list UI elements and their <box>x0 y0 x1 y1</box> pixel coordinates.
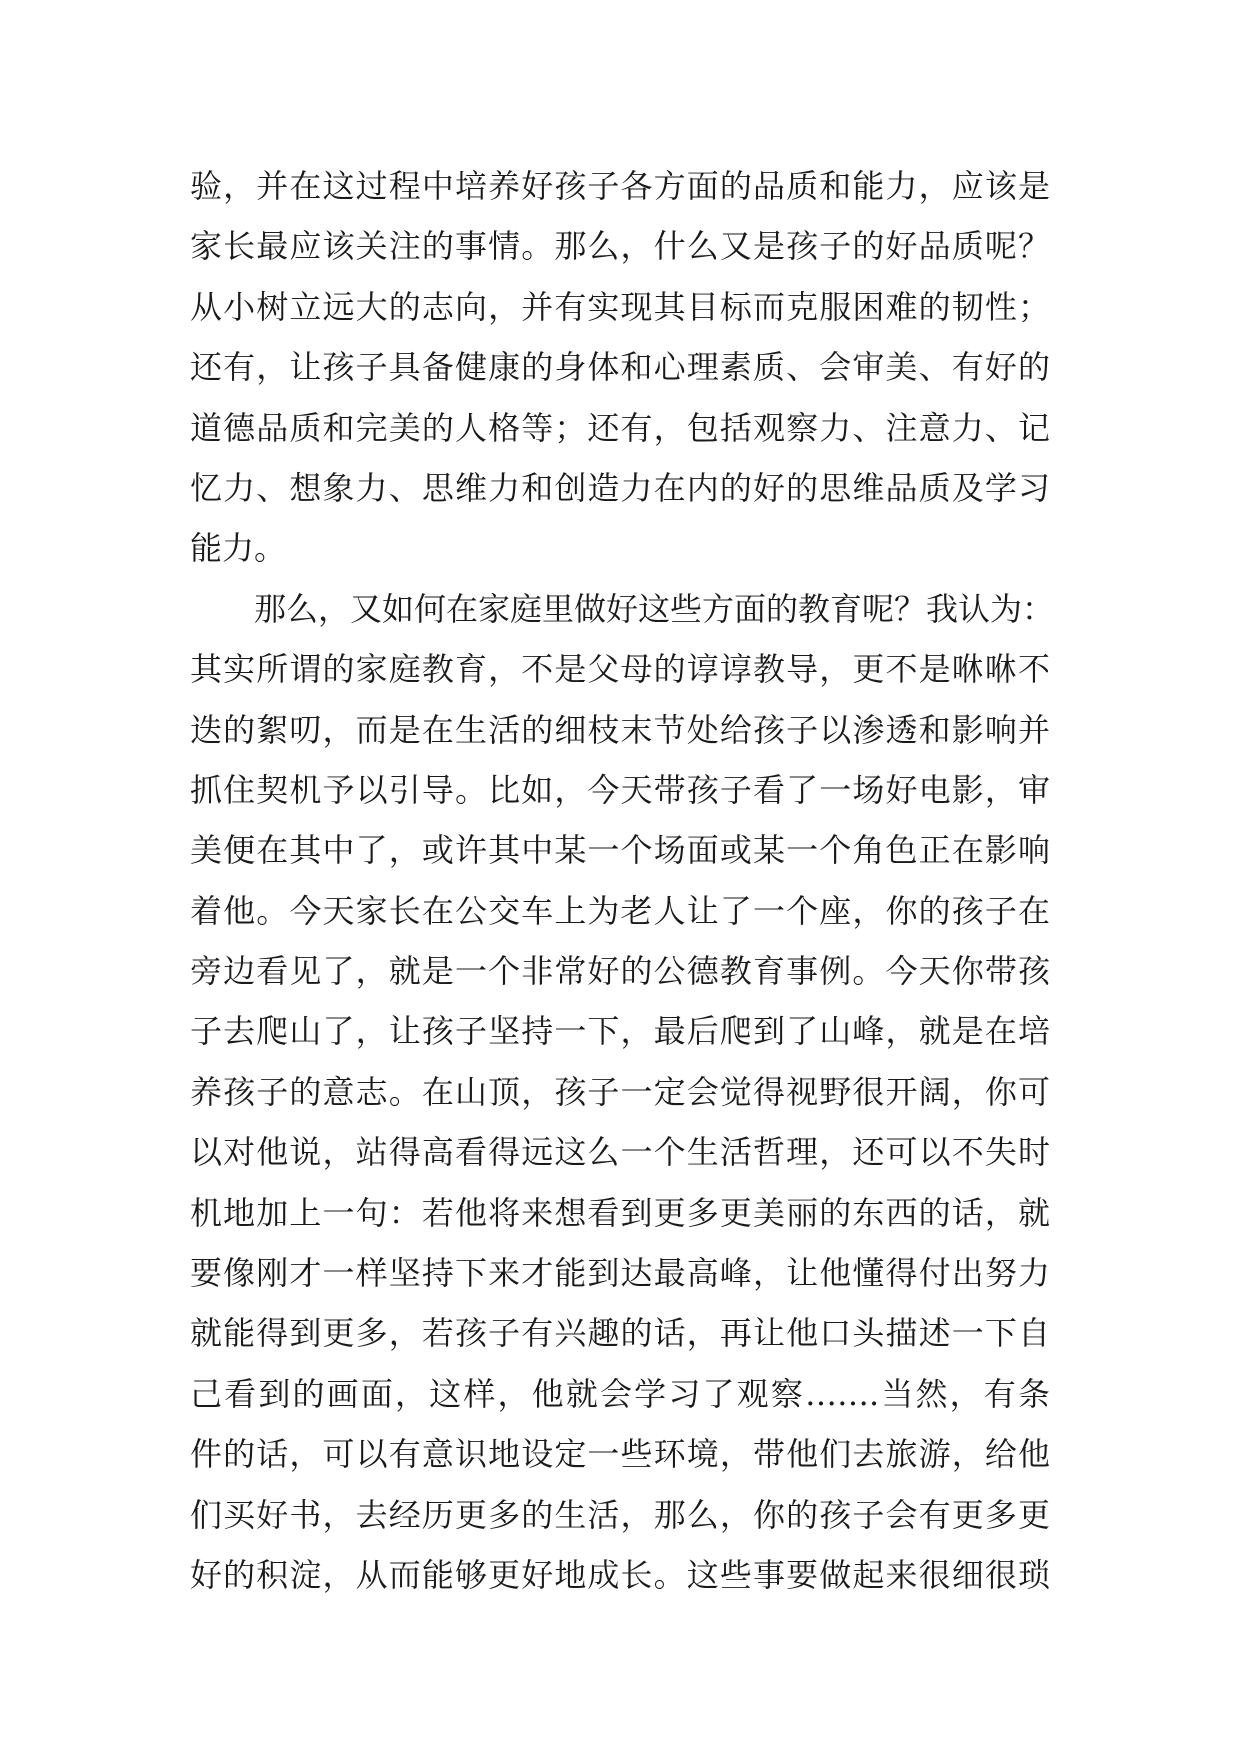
text-line: 己看到的画面，这样，他就会学习了观察…….当然，有条 <box>190 1374 1050 1413</box>
text-line: 子去爬山了，让孩子坚持一下，最后爬到了山峰，就是在培 <box>190 1012 1050 1051</box>
text-line: 忆力、想象力、思维力和创造力在内的好的思维品质及学习 <box>190 468 1050 507</box>
text-line: 美便在其中了，或许其中某一个场面或某一个角色正在影响 <box>190 831 1050 870</box>
text-line: 迭的絮叨，而是在生活的细枝末节处给孩子以渗透和影响并 <box>190 710 1050 749</box>
text-line: 着他。今天家长在公交车上为老人让了一个座，你的孩子在 <box>190 891 1050 930</box>
paragraph-first-line: 那么，又如何在家庭里做好这些方面的教育呢？我认为： <box>254 589 1055 628</box>
text-line: 道德品质和完美的人格等；还有，包括观察力、注意力、记 <box>190 408 1050 447</box>
text-line: 家长最应该关注的事情。那么，什么又是孩子的好品质呢？ <box>190 227 1050 266</box>
text-line: 好的积淀，从而能够更好地成长。这些事要做起来很细很琐 <box>190 1555 1050 1594</box>
text-line: 们买好书，去经历更多的生活，那么，你的孩子会有更多更 <box>190 1495 1050 1534</box>
text-line: 要像刚才一样坚持下来才能到达最高峰，让他懂得付出努力 <box>190 1254 1050 1293</box>
text-line: 能力。 <box>190 529 287 568</box>
text-line: 件的话，可以有意识地设定一些环境，带他们去旅游，给他 <box>190 1435 1050 1474</box>
text-line: 机地加上一句：若他将来想看到更多更美丽的东西的话，就 <box>190 1193 1050 1232</box>
text-line: 其实所谓的家庭教育，不是父母的谆谆教导，更不是咻咻不 <box>190 650 1050 689</box>
text-line: 旁边看见了，就是一个非常好的公德教育事例。今天你带孩 <box>190 952 1050 991</box>
text-line: 还有，让孩子具备健康的身体和心理素质、会审美、有好的 <box>190 348 1050 387</box>
text-line: 抓住契机予以引导。比如，今天带孩子看了一场好电影，审 <box>190 770 1050 809</box>
text-line: 从小树立远大的志向，并有实现其目标而克服困难的韧性； <box>190 287 1050 326</box>
text-line: 就能得到更多，若孩子有兴趣的话，再让他口头描述一下自 <box>190 1314 1050 1353</box>
body-text <box>190 156 1055 1605</box>
text-line: 以对他说，站得高看得远这么一个生活哲理，还可以不失时 <box>190 1133 1050 1172</box>
text-line: 验，并在这过程中培养好孩子各方面的品质和能力，应该是 <box>190 167 1050 205</box>
text-line: 养孩子的意志。在山顶，孩子一定会觉得视野很开阔，你可 <box>190 1072 1050 1111</box>
